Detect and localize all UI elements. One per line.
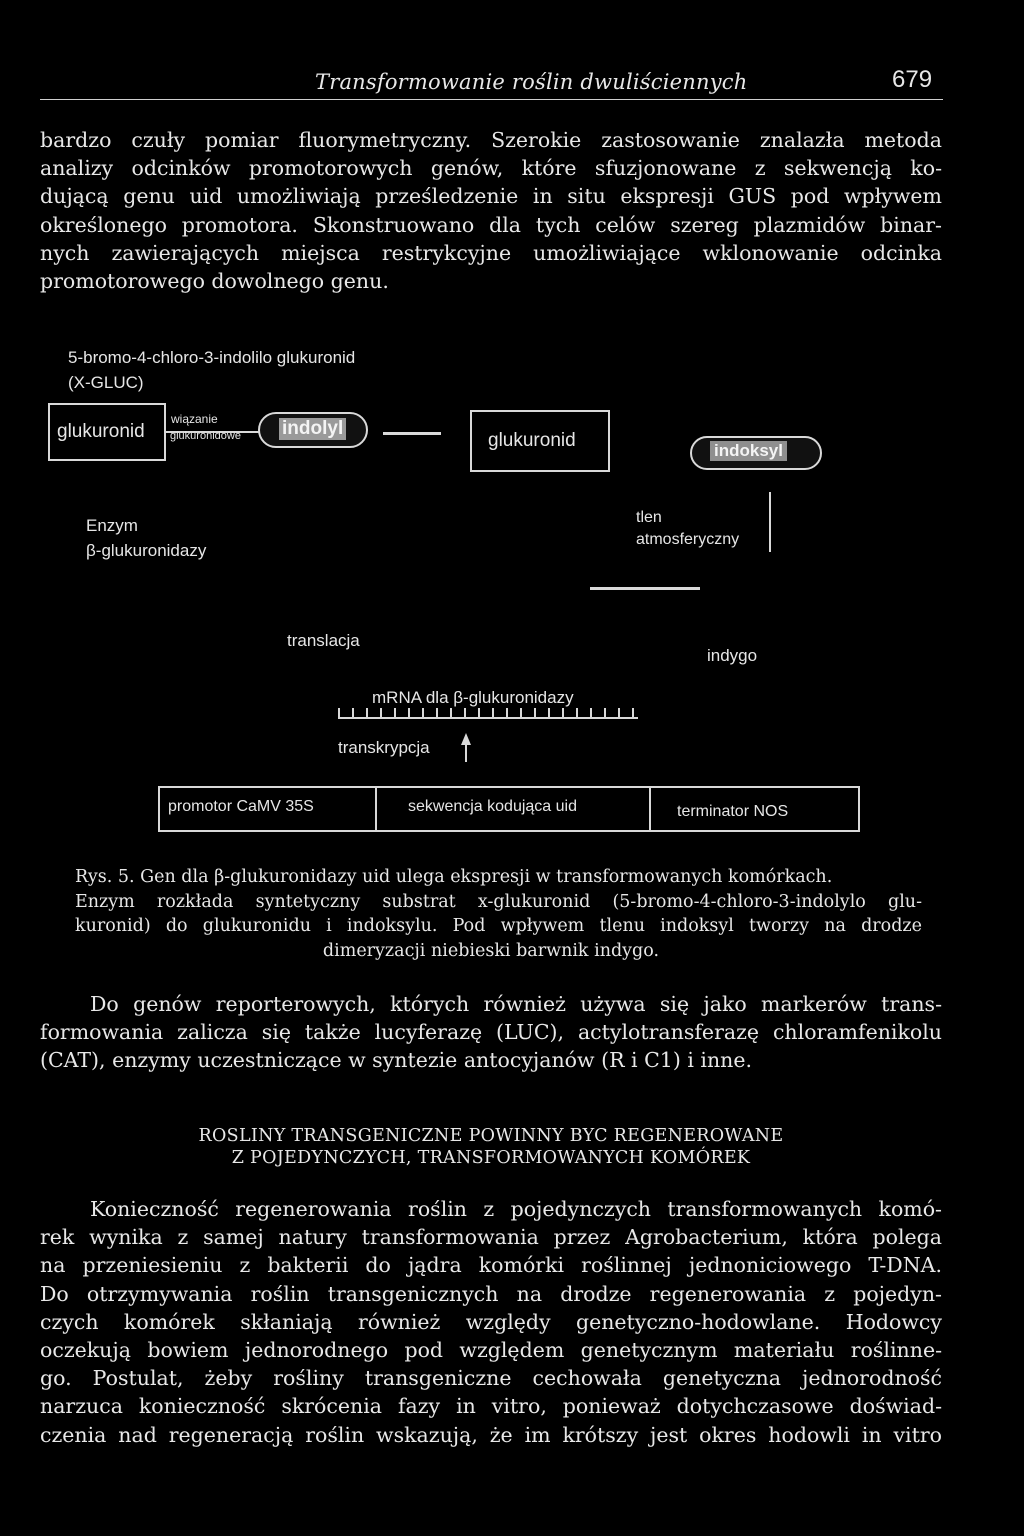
page-number: 679: [892, 66, 933, 93]
gene-promoter-label: promotor CaMV 35S: [168, 798, 314, 815]
gene-terminator-label: terminator NOS: [677, 803, 789, 820]
caption-line: Enzym rozkłada syntetyczny substrat x-glukuronid (5-bromo-4-chloro-3-indolylo glu-: [75, 891, 922, 912]
text-line: bardzo czuły pomiar fluorymetryczny. Szerokie zastosowanie znalazła metoda: [40, 128, 942, 152]
paragraph-1: [40, 126, 942, 295]
text-line: Konieczność regenerowania roślin z pojedynczych transformowanych komó-: [90, 1197, 942, 1221]
oxygen-label-1: tlen: [636, 509, 662, 526]
caption-line: Rys. 5. Gen dla β-glukuronidazy uid ulega ekspresji w transformowanych komórkach.: [75, 867, 833, 887]
figure-caption: [40, 865, 942, 963]
caption-line: kuronid) do glukuronidu i indoksylu. Pod wpływem tlenu indoksyl tworzy na drodze: [75, 916, 922, 936]
header-rule: [40, 99, 943, 100]
dimerization-arrow: [590, 587, 700, 590]
text-line: oczekują bowiem jednorodnego pod względem genetycznym materiału roślinne-: [40, 1337, 942, 1362]
text-line: narzuca konieczność skrócenia fazy in vitro, ponieważ dotychczasowe doświad-: [40, 1394, 942, 1419]
section-heading: [40, 1125, 942, 1169]
text-line: dującą genu uid umożliwiają prześledzenie in situ ekspresji GUS pod wpływem: [40, 184, 942, 209]
enzyme-label-1: Enzym: [86, 516, 138, 535]
text-line: na przeniesieniu z bakterii do jądra komórki roślinnej jednoniciowego T-DNA.: [40, 1253, 942, 1278]
transcription-label: transkrypcja: [338, 738, 430, 757]
translation-label: translacja: [287, 631, 360, 650]
paragraph-3: [40, 1195, 942, 1449]
indolyl-label: indolyl: [279, 418, 346, 440]
substrate-abbrev: (X-GLUC): [68, 373, 144, 392]
transcription-arrow-shaft: [465, 744, 467, 762]
enzyme-label-2: β-glukuronidazy: [86, 541, 207, 560]
glukuronid-label-right: glukuronid: [488, 430, 576, 451]
oxygen-label-2: atmosferyczny: [636, 531, 740, 548]
text-line: (CAT), enzymy uczestniczące w syntezie antocyjanów (R i C1) i inne.: [40, 1048, 753, 1073]
indoksyl-label: indoksyl: [710, 441, 787, 461]
gene-divider-1: [375, 786, 377, 832]
text-line: Do genów reporterowych, których również używa się jako markerów trans-: [90, 992, 942, 1016]
text-line: go. Postulat, żeby rośliny transgeniczne cechowała genetyczna jednorodność: [40, 1366, 942, 1391]
text-line: nych zawierających miejsca restrykcyjne umożliwiające wklonowanie odcinka: [40, 240, 942, 265]
text-line: czenia nad regeneracją roślin wskazują, że im krótszy jest okres hodowli in vitro: [40, 1422, 942, 1447]
text-line: promotorowego dowolnego genu.: [40, 268, 389, 293]
paragraph-2: [40, 990, 942, 1075]
section-heading-line: ROSLINY TRANSGENICZNE POWINNY BYC REGENEROWANE: [198, 1126, 784, 1146]
substrate-name: 5-bromo-4-chloro-3-indolilo glukuronid: [68, 348, 356, 367]
indigo-label: indygo: [707, 646, 758, 665]
text-line: rek wynika z samej natury transformowania przez Agrobacterium, która polega: [40, 1225, 942, 1250]
text-line: analizy odcinków promotorowych genów, które sfuzjonowane z sekwencją ko-: [40, 156, 942, 181]
glukuronid-label-left: glukuronid: [57, 421, 145, 442]
gene-coding-label: sekwencja kodująca uid: [408, 798, 577, 815]
mrna-label: mRNA dla β-glukuronidazy: [372, 688, 574, 707]
bond-label-1: wiązanie: [171, 412, 218, 426]
caption-line: dimeryzacji niebieski barwnik indygo.: [322, 940, 660, 961]
mrna-strand: [338, 708, 638, 719]
text-line: czych komórek skłaniają również względy genetyczno-hodowlane. Hodowcy: [40, 1309, 942, 1334]
text-line: formowania zalicza się także lucyferazę (LUC), actylotransferazę chloramfenikolu: [40, 1020, 942, 1045]
gene-divider-2: [649, 786, 651, 832]
oxygen-line: [769, 492, 771, 552]
text-line: określonego promotora. Skonstruowano dla tych celów szereg plazmidów binar-: [40, 212, 942, 237]
running-title: Transformowanie roślin dwuliściennych: [315, 70, 748, 94]
section-heading-line: Z POJEDYNCZYCH, TRANSFORMOWANYCH KOMÓREK: [231, 1148, 751, 1168]
text-line: Do otrzymywania roślin transgenicznych na drodze regenerowania z pojedyn-: [40, 1281, 942, 1306]
reaction-arrow: [383, 432, 441, 435]
bond-label-2: glukuronidowe: [170, 430, 241, 442]
